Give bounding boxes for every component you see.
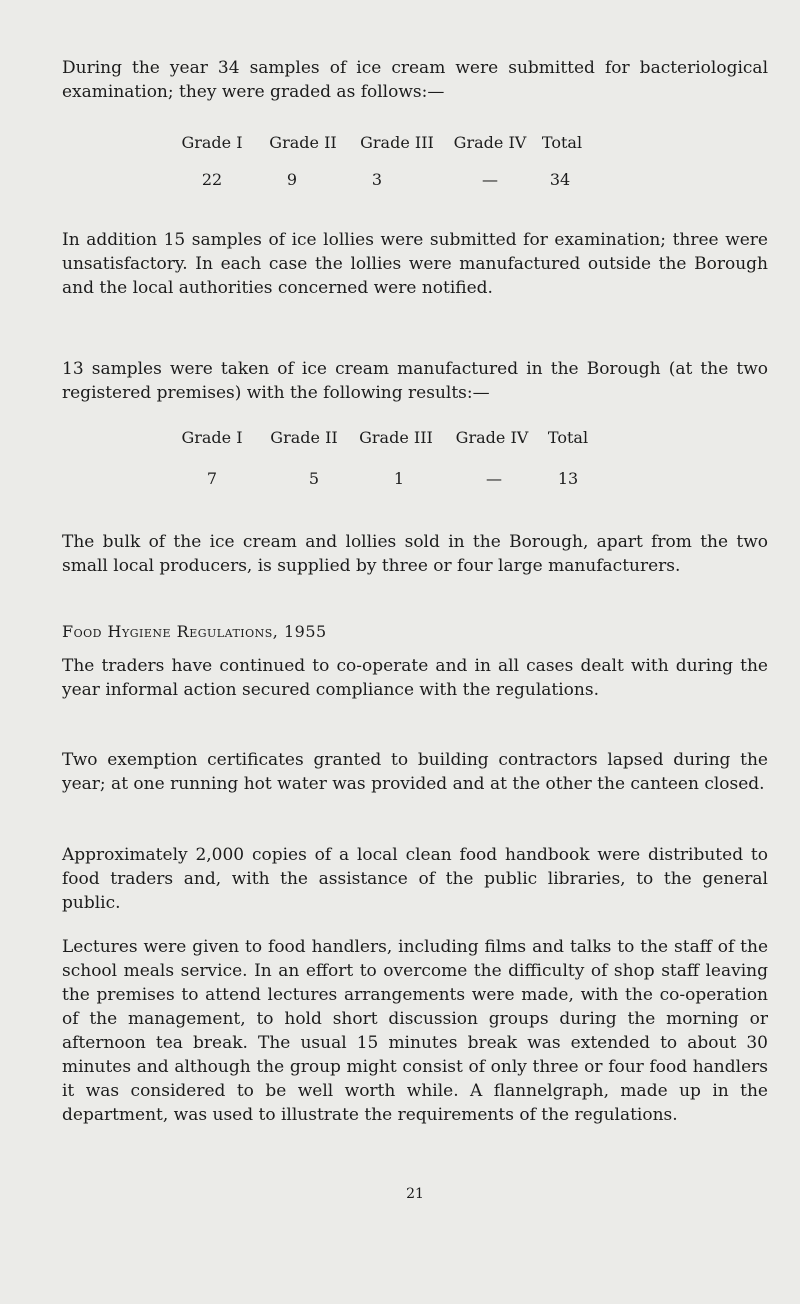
table2-header-grade-3: Grade III: [359, 428, 433, 447]
table1-header-grade-4: Grade IV: [453, 133, 527, 152]
borough-samples-paragraph: 13 samples were taken of ice cream manufactured in the Borough (at the two registered premises) with the following results:—: [62, 359, 768, 403]
intro-paragraph: During the year 34 samples of ice cream were submitted for bacteriological examination; they were graded as follows:—: [62, 58, 768, 102]
table2-value-grade-1: 7: [206, 469, 218, 488]
table2-header-grade-1: Grade I: [181, 428, 243, 447]
table2-value-grade-4: —: [486, 469, 502, 488]
table2-value-grade-3: 1: [393, 469, 405, 488]
table1-value-grade-3: 3: [371, 170, 383, 189]
table2-value-grade-2: 5: [308, 469, 320, 488]
table1-value-grade-2: 9: [286, 170, 298, 189]
exemption-paragraph: Two exemption certificates granted to building contractors lapsed during the year; at one running hot water was provided and at the other the canteen closed.: [62, 750, 768, 794]
section-heading: Food Hygiene Regulations, 1955: [62, 622, 327, 641]
table1-header-grade-2: Grade II: [269, 133, 337, 152]
table2-value-total: 13: [557, 469, 579, 488]
lollies-paragraph: In addition 15 samples of ice lollies were submitted for examination; three were unsatisfactory. In each case the lollies were manufactured outside the Borough and the local authorities concerned were notified.: [62, 230, 768, 298]
table1-header-grade-3: Grade III: [360, 133, 434, 152]
table2-header-total: Total: [547, 428, 589, 447]
table2-header-grade-2: Grade II: [270, 428, 338, 447]
table1-value-total: 34: [549, 170, 571, 189]
lectures-paragraph: Lectures were given to food handlers, including films and talks to the staff of the school meals service. In an effort to overcome the difficulty of shop staff leaving the premises to attend lectures arrangements were made, with the co-operation of the management, to hold short discussion groups during the morning or afternoon tea break. The usual 15 minutes break was extended to about 30 minutes and although the group might consist of only three or four food handlers it was considered to be well worth while. A flannelgraph, made up in the department, was used to illustrate the requirements of the regulations.: [62, 937, 768, 1125]
traders-paragraph: The traders have continued to co-operate and in all cases dealt with during the year informal action secured compliance with the regulations.: [62, 656, 768, 700]
table1-header-grade-1: Grade I: [181, 133, 243, 152]
page-number: 21: [406, 1186, 424, 1202]
table1-header-total: Total: [541, 133, 583, 152]
table2-header-grade-4: Grade IV: [455, 428, 529, 447]
bulk-paragraph: The bulk of the ice cream and lollies sold in the Borough, apart from the two small local producers, is supplied by three or four large manufacturers.: [62, 532, 768, 576]
table1-value-grade-1: 22: [201, 170, 223, 189]
handbook-paragraph: Approximately 2,000 copies of a local clean food handbook were distributed to food traders and, with the assistance of the public libraries, to the general public.: [62, 845, 768, 913]
table1-value-grade-4: —: [482, 170, 498, 189]
document-page: [62, 0, 768, 1304]
